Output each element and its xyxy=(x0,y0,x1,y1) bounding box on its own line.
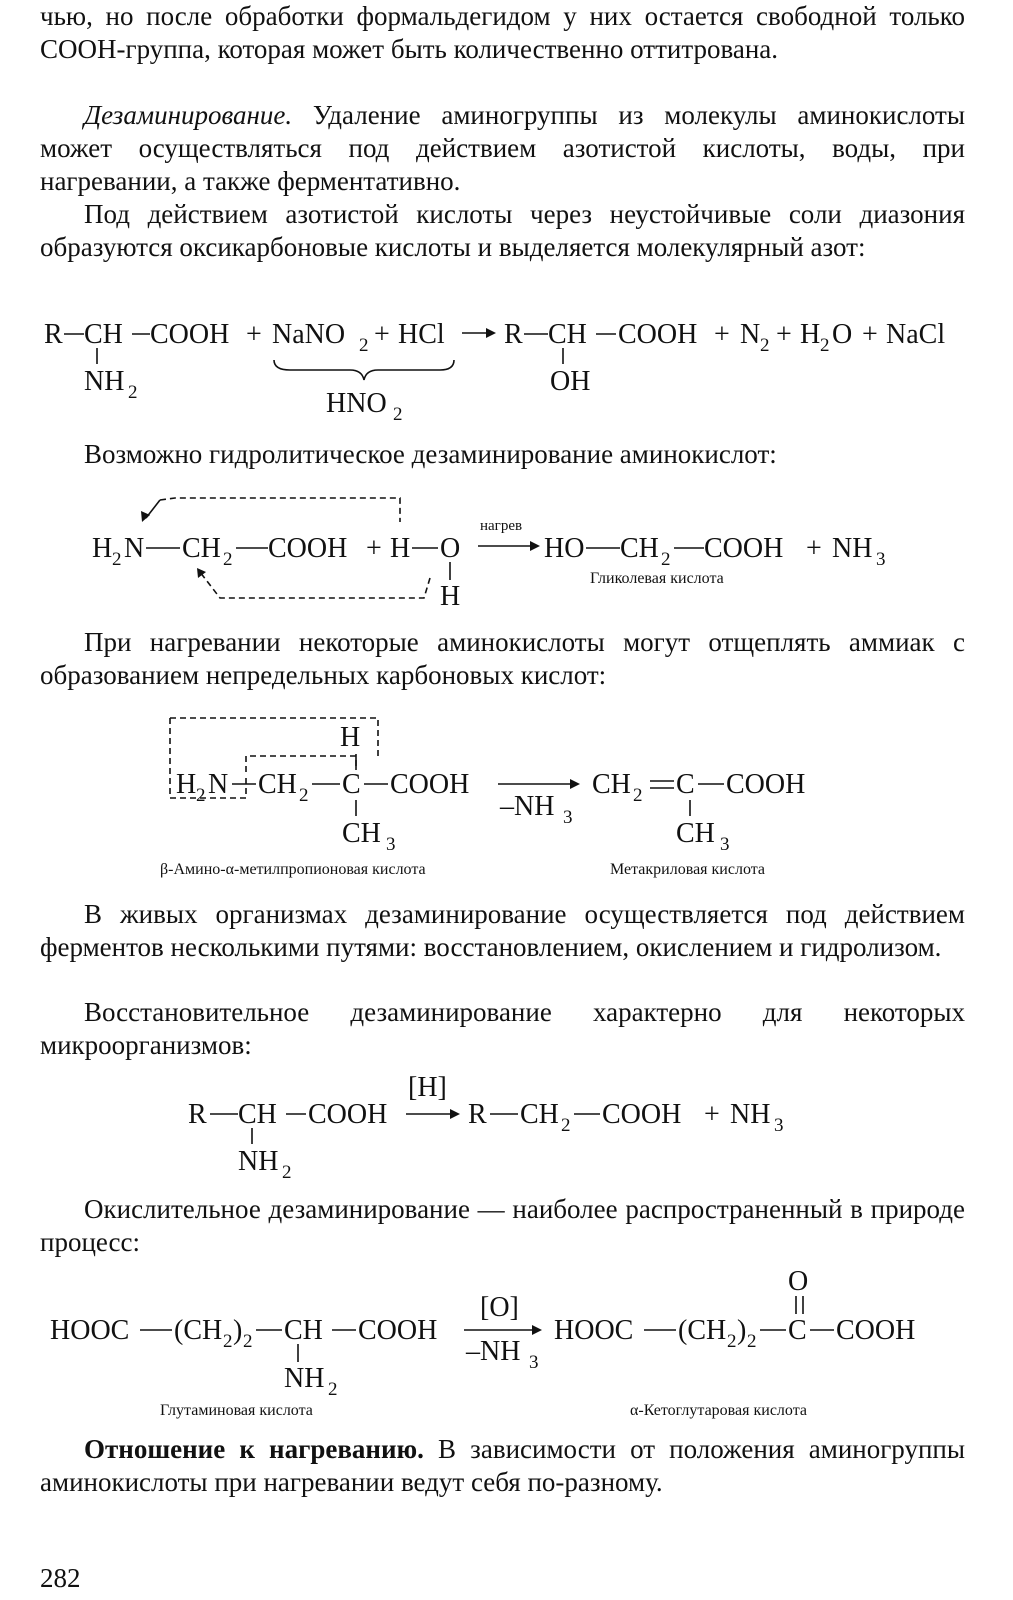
svg-text:(CH: (CH xyxy=(174,1315,223,1346)
paragraph-nitrous-acid: Под действием азотистой кислоты через неустойчивые соли диазония образуются оксикарбоновые кислоты и выделяется молекулярный азот: xyxy=(40,199,965,262)
svg-text:COOH: COOH xyxy=(268,533,348,564)
svg-text:H: H xyxy=(390,533,411,564)
svg-text:2: 2 xyxy=(760,335,770,356)
svg-text:R: R xyxy=(468,1099,487,1130)
svg-text:R: R xyxy=(188,1099,207,1130)
caption-glutamic-acid: Глутаминовая кислота xyxy=(160,1402,313,1419)
svg-text:H: H xyxy=(440,581,461,612)
paragraph-heating-ammonia: При нагревании некоторые аминокислоты могут отщеплять аммиак с образованием непредельных карбоновых кислот: xyxy=(40,627,965,690)
svg-text:COOH: COOH xyxy=(358,1315,438,1346)
svg-text:+: + xyxy=(246,319,262,350)
svg-text:R: R xyxy=(504,319,523,350)
svg-text:2: 2 xyxy=(747,1331,757,1352)
svg-text:CH: CH xyxy=(238,1099,277,1130)
svg-text:OH: OH xyxy=(550,366,591,397)
svg-text:CH: CH xyxy=(84,319,123,350)
paragraph-oxidative: Окислительное дезаминирование — наиболее распространенный в природе процесс: xyxy=(40,1194,965,1257)
svg-text:NH: NH xyxy=(284,1363,325,1394)
caption-ketoglutaric-acid: α-Кетоглутаровая кислота xyxy=(630,1402,807,1419)
reagent-hydrogen: [H] xyxy=(408,1072,447,1103)
heating-description: В зависимости от положения аминогруппы аминокислоты при нагревании ведут себя по-разному. xyxy=(40,1434,965,1497)
svg-text:2: 2 xyxy=(112,549,122,570)
svg-text:NH: NH xyxy=(832,533,873,564)
svg-text:2: 2 xyxy=(633,785,643,806)
paragraph-heating-relation xyxy=(40,1433,965,1499)
deamination-definition: Удаление аминогруппы из молекулы аминокислоты может осуществляться под действием азотистой кислоты, воды, при нагревании, а также ферментативно. xyxy=(40,100,965,196)
svg-text:2: 2 xyxy=(661,549,671,570)
svg-text:COOH: COOH xyxy=(704,533,784,564)
svg-text:3: 3 xyxy=(386,834,396,855)
svg-text:COOH: COOH xyxy=(308,1099,388,1130)
caption-beta-amino-acid: β-Амино-α-метилпропионовая кислота xyxy=(160,861,426,878)
svg-text:CH: CH xyxy=(284,1315,323,1346)
svg-text:2: 2 xyxy=(128,382,138,403)
svg-text:C: C xyxy=(342,769,361,800)
svg-text:NH: NH xyxy=(730,1099,771,1130)
svg-text:H: H xyxy=(176,769,197,800)
svg-text:COOH: COOH xyxy=(618,319,698,350)
condition-heating: нагрев xyxy=(480,518,523,534)
svg-text:HOOC: HOOC xyxy=(554,1315,634,1346)
svg-text:): ) xyxy=(737,1315,747,1346)
svg-text:2: 2 xyxy=(196,785,206,806)
term-heating: Отношение к нагреванию. xyxy=(84,1434,424,1464)
svg-text:2: 2 xyxy=(282,1162,292,1183)
svg-text:NaCl: NaCl xyxy=(886,319,946,350)
svg-text:CH: CH xyxy=(182,533,221,564)
svg-text:2: 2 xyxy=(561,1115,571,1136)
svg-text:COOH: COOH xyxy=(150,319,230,350)
svg-text:COOH: COOH xyxy=(726,769,806,800)
svg-text:+: + xyxy=(366,533,382,564)
svg-text:3: 3 xyxy=(774,1115,784,1136)
svg-text:H: H xyxy=(92,533,113,564)
svg-text:CH: CH xyxy=(548,319,587,350)
svg-text:NaNO: NaNO xyxy=(272,319,346,350)
svg-text:COOH: COOH xyxy=(602,1099,682,1130)
svg-text:COOH: COOH xyxy=(836,1315,916,1346)
svg-text:C: C xyxy=(788,1315,807,1346)
paragraph-living-organisms: В живых организмах дезаминирование осуществляется под действием ферментов несколькими путями: восстановлением, окислением и гидролизом. xyxy=(40,899,965,962)
caption-glycolic-acid: Гликолевая кислота xyxy=(590,570,724,587)
caption-methacrylic-acid: Метакриловая кислота xyxy=(610,861,766,878)
svg-text:HOOC: HOOC xyxy=(50,1315,130,1346)
svg-text:H: H xyxy=(800,319,821,350)
svg-text:–NH: –NH xyxy=(500,791,555,822)
paragraph-formol-titration: чью, но после обработки формальдегидом у них остается свободной только СООН-группа, которая может быть количественно оттитрована. xyxy=(40,1,965,64)
svg-text:NH: NH xyxy=(238,1146,279,1177)
svg-text:–NH: –NH xyxy=(466,1336,521,1367)
page-number: 282 xyxy=(40,1563,81,1593)
svg-text:NH: NH xyxy=(84,366,125,397)
svg-text:CH: CH xyxy=(342,818,381,849)
term-deamination: Дезаминирование. xyxy=(84,100,293,130)
svg-text:N: N xyxy=(208,769,229,800)
svg-text:2: 2 xyxy=(243,1331,253,1352)
svg-text:CH: CH xyxy=(620,533,659,564)
svg-text:2: 2 xyxy=(223,549,233,570)
svg-text:O: O xyxy=(788,1266,809,1297)
paragraph-reductive: Восстановительное дезаминирование характерно для некоторых микроорганизмов: xyxy=(40,997,965,1060)
svg-text:2: 2 xyxy=(727,1331,737,1352)
svg-text:2: 2 xyxy=(393,404,403,425)
svg-text:N: N xyxy=(740,319,761,350)
svg-text:+: + xyxy=(374,319,390,350)
svg-text:H: H xyxy=(340,722,361,753)
svg-text:CH: CH xyxy=(676,818,715,849)
svg-text:HO: HO xyxy=(544,533,585,564)
svg-text:CH: CH xyxy=(258,769,297,800)
svg-text:2: 2 xyxy=(328,1379,338,1400)
svg-text:N: N xyxy=(124,533,145,564)
svg-text:3: 3 xyxy=(529,1352,539,1373)
svg-text:3: 3 xyxy=(876,549,886,570)
svg-text:+: + xyxy=(776,319,792,350)
svg-text:2: 2 xyxy=(820,335,830,356)
svg-text:2: 2 xyxy=(359,335,369,356)
svg-text:HCl: HCl xyxy=(398,319,445,350)
svg-text:3: 3 xyxy=(720,834,730,855)
reagent-oxygen: [O] xyxy=(480,1292,519,1323)
svg-text:+: + xyxy=(806,533,822,564)
svg-text:(CH: (CH xyxy=(678,1315,727,1346)
svg-text:CH: CH xyxy=(520,1099,559,1130)
hno2-label: HNO xyxy=(326,388,387,419)
paragraph-hydrolytic: Возможно гидролитическое дезаминирование аминокислот: xyxy=(84,439,777,469)
svg-text:2: 2 xyxy=(223,1331,233,1352)
svg-text:+: + xyxy=(862,319,878,350)
svg-text:COOH: COOH xyxy=(390,769,470,800)
svg-text:R: R xyxy=(44,319,63,350)
svg-text:CH: CH xyxy=(592,769,631,800)
svg-text:O: O xyxy=(440,533,461,564)
svg-text:C: C xyxy=(676,769,695,800)
svg-text:+: + xyxy=(714,319,730,350)
svg-text:O: O xyxy=(832,319,853,350)
svg-text:3: 3 xyxy=(563,807,573,828)
svg-text:+: + xyxy=(704,1099,720,1130)
svg-text:): ) xyxy=(233,1315,243,1346)
svg-text:2: 2 xyxy=(299,785,309,806)
